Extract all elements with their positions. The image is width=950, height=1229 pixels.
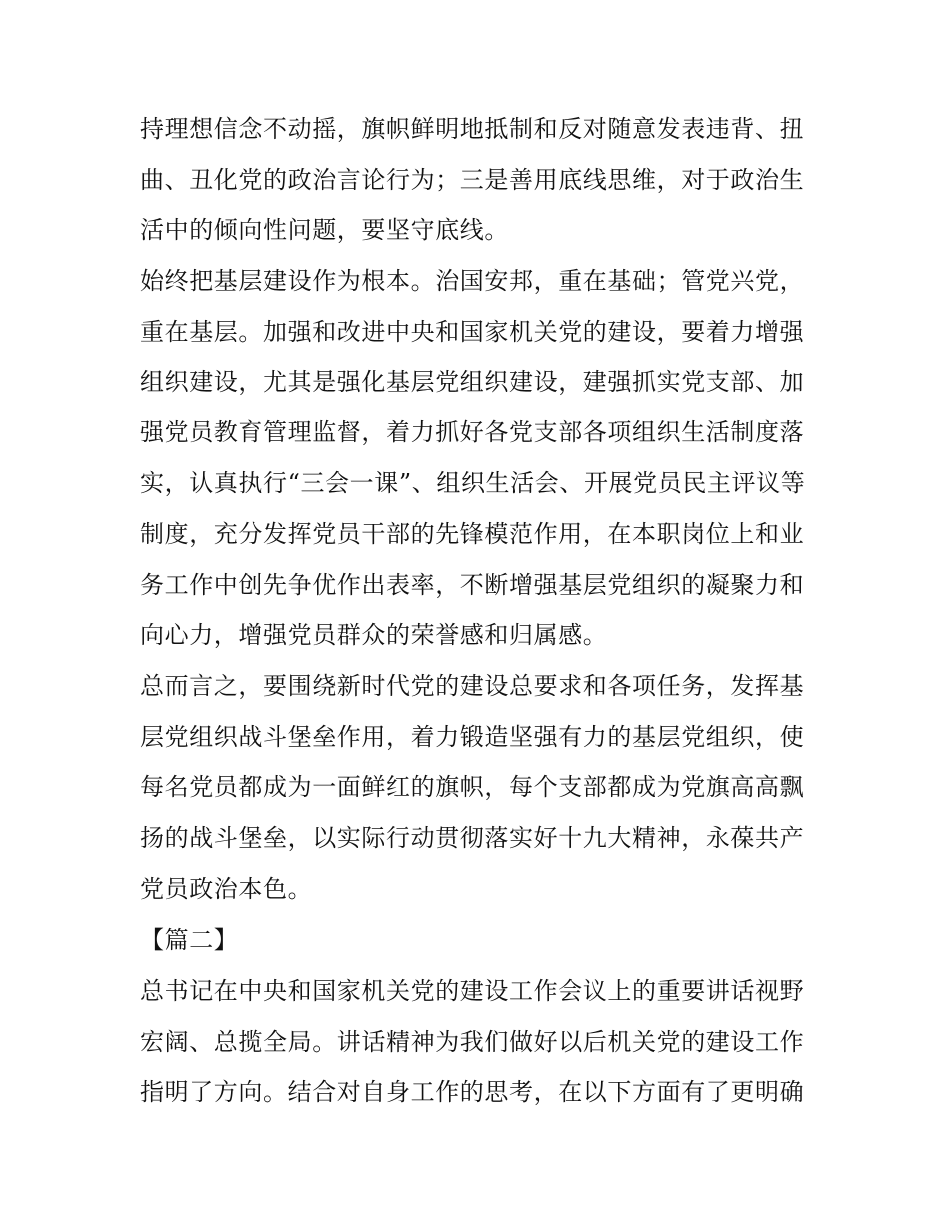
text-line: 指明了方向。结合对自身工作的思考，在以下方面有了更明确 [140,1078,805,1106]
text-line: 宏阔、总揽全局。讲话精神为我们做好以后机关党的建设工作 [140,1028,805,1056]
text-line: 向心力，增强党员群众的荣誉感和归属感。 [140,621,608,649]
text-line: 曲、丑化党的政治言论行为；三是善用底线思维，对于政治生 [140,166,805,194]
text-line: 实，认真执行“三会一课”、组织生活会、开展党员民主评议等 [140,469,806,497]
text-line: 总书记在中央和国家机关党的建设工作会议上的重要讲话视野 [140,977,805,1005]
text-line: 党员政治本色。 [140,875,313,903]
text-line: 制度，充分发挥党员干部的先锋模范作用，在本职岗位上和业 [140,520,805,548]
text-line: 持理想信念不动摇，旗帜鲜明地抵制和反对随意发表违背、扭 [140,115,805,143]
text-line: 重在基层。加强和改进中央和国家机关党的建设，要着力增强 [140,318,805,346]
text-line: 每名党员都成为一面鲜红的旗帜，每个支部都成为党旗高高飘 [140,773,805,801]
section-heading: 【篇二】 [140,926,239,954]
text-line: 总而言之，要围绕新时代党的建设总要求和各项任务，发挥基 [140,672,805,700]
text-line: 强党员教育管理监督，着力抓好各党支部各项组织生活制度落 [140,418,805,446]
text-line: 扬的战斗堡垒，以实际行动贯彻落实好十九大精神，永葆共产 [140,824,805,852]
text-line: 务工作中创先争优作出表率，不断增强基层党组织的凝聚力和 [140,571,805,599]
text-line: 始终把基层建设作为根本。治国安邦，重在基础；管党兴党， [140,267,805,295]
text-line: 活中的倾向性问题，要坚守底线。 [140,216,509,244]
text-line: 组织建设，尤其是强化基层党组织建设，建强抓实党支部、加 [140,368,805,396]
text-line: 层党组织战斗堡垒作用，着力锻造坚强有力的基层党组织，使 [140,723,805,751]
